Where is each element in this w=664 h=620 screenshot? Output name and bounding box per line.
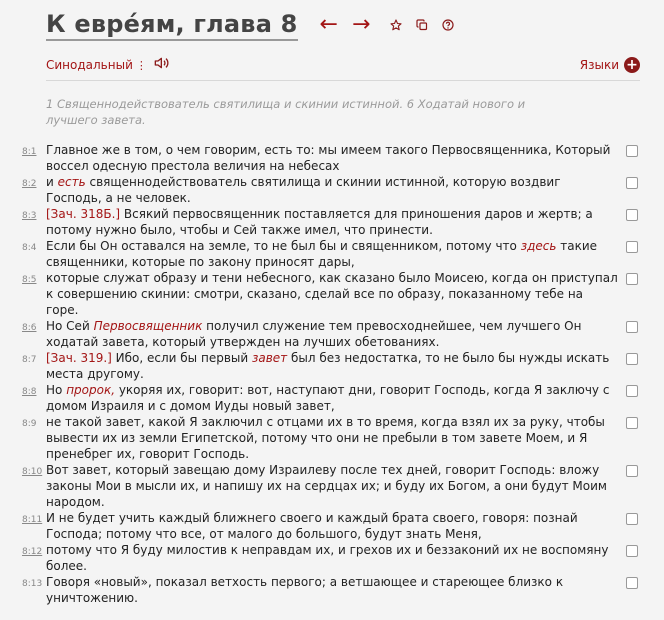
verse-checkbox[interactable] [626, 417, 638, 429]
languages-label: Языки [579, 58, 619, 72]
verse-checkbox[interactable] [626, 209, 638, 221]
verse-row [0, 142, 664, 174]
verse-text-segment: потому что Я буду милостив к неправдам их, и грехов их и беззаконий их не воспомяну более. [46, 543, 609, 573]
version-selector[interactable] [46, 58, 147, 72]
verse-text-segment: Но [46, 383, 67, 397]
verse-text [46, 382, 618, 414]
verse-checkbox[interactable] [626, 545, 638, 557]
verse-text [46, 542, 618, 574]
verse-highlight-word[interactable]: пророк, [66, 383, 116, 397]
verse-text-segment: получил служение тем превосходнейшее, чем лучшего Он ходатай завета, который утвержден на лучших обетованиях. [46, 319, 582, 349]
verse-text-segment: Если бы Он оставался на земле, то не был бы и священником, потому что [46, 239, 521, 253]
verse-text [46, 462, 618, 510]
verse-checkbox[interactable] [626, 385, 638, 397]
verse-row [0, 462, 664, 510]
help-icon[interactable] [442, 19, 454, 31]
version-label: Синодальный [46, 58, 133, 72]
verse-row [0, 270, 664, 318]
verse-number[interactable]: 8:11 [22, 515, 43, 525]
reading-reference: [Зач. 319.] [46, 351, 112, 365]
verse-number[interactable]: 8:13 [22, 579, 43, 589]
verse-checkbox[interactable] [626, 145, 638, 157]
verse-text-segment: И не будет учить каждый ближнего своего и каждый брата своего, говоря: познай Господа; потому что все, от малого до большого, будут знать Меня, [46, 511, 578, 541]
reading-reference: [Зач. 318Б.] [46, 207, 121, 221]
verse-row [0, 318, 664, 350]
verse-number[interactable]: 8:2 [22, 179, 37, 189]
verse-text [46, 510, 618, 542]
copy-icon[interactable] [416, 19, 428, 31]
verse-text [46, 270, 618, 318]
star-icon[interactable] [390, 19, 402, 31]
verse-number[interactable]: 8:10 [22, 467, 43, 477]
verse-text [46, 318, 618, 350]
verse-highlight-word[interactable]: есть [57, 175, 86, 189]
chapter-summary: 1 Священнодействователь святилища и скинии истинной. 6 Ходатай нового и лучшего завета. [46, 97, 526, 127]
verse-checkbox[interactable] [626, 513, 638, 525]
verse-text-segment: Но Сей [46, 319, 94, 333]
speaker-icon[interactable] [154, 56, 170, 73]
verse-number[interactable]: 8:8 [22, 387, 37, 397]
verse-row [0, 382, 664, 414]
verse-text-segment: Всякий первосвященник поставляется для приношения даров и жертв; а потому нужно было, чтобы и Сей также имел, что принести. [46, 207, 593, 237]
verse-number[interactable]: 8:3 [22, 211, 37, 221]
verse-checkbox[interactable] [626, 241, 638, 253]
divider [46, 80, 640, 81]
verse-text [46, 206, 618, 238]
verse-checkbox[interactable] [626, 577, 638, 589]
arrow-right-icon[interactable]: → [351, 12, 371, 37]
verse-checkbox[interactable] [626, 353, 638, 365]
verse-number[interactable]: 8:4 [22, 243, 37, 253]
verse-text [46, 414, 618, 462]
verse-text [46, 142, 618, 174]
verse-number[interactable]: 8:12 [22, 547, 43, 557]
verse-row [0, 510, 664, 542]
verse-highlight-word[interactable]: Первосвященник [93, 319, 203, 333]
verse-text-segment: укоряя их, говорит: вот, наступают дни, говорит Господь, когда Я заключу с домом Израиля и с домом Иуды новый завет, [46, 383, 610, 413]
verse-checkbox[interactable] [626, 321, 638, 333]
verse-checkbox[interactable] [626, 273, 638, 285]
verse-text [46, 238, 618, 270]
arrow-left-icon[interactable]: ← [319, 12, 338, 37]
verse-row [0, 174, 664, 206]
verse-text-segment: Говоря «новый», показал ветхость первого; а ветшающее и стареющее близко к уничтожению. [46, 575, 564, 605]
verse-checkbox[interactable] [626, 177, 638, 189]
verse-highlight-word[interactable]: завет [251, 351, 288, 365]
verse-row [0, 350, 664, 382]
verse-list [0, 142, 664, 606]
plus-icon: + [624, 57, 640, 73]
verse-number[interactable]: 8:6 [22, 323, 37, 333]
verse-text-segment: такие священники, которые по закону приносят дары, [46, 239, 598, 269]
toolbar [46, 56, 640, 76]
verse-row [0, 542, 664, 574]
verse-text-segment: не такой завет, какой Я заключил с отцами их в то время, когда взял их за руку, чтобы вывести их из земли Египетской, потому что они не пребыли в том завете Моем, и Я пренебрег их, говорит Господь. [46, 415, 605, 461]
verse-text-segment: Ибо, если бы первый [111, 351, 252, 365]
verse-text [46, 174, 618, 206]
verse-text-segment: которые служат образу и тени небесного, как сказано было Моисею, когда он приступал к совершению скинии: смотри, сказано, сделай все по образу, показанному тебе на горе. [46, 271, 618, 317]
verse-number[interactable]: 8:9 [22, 419, 37, 429]
verse-text [46, 350, 618, 382]
verse-row [0, 414, 664, 462]
verse-text [46, 574, 618, 606]
verse-highlight-word[interactable]: здесь [520, 239, 557, 253]
verse-number[interactable]: 8:1 [22, 147, 37, 157]
verse-text-segment: священнодействователь святилища и скинии истинной, которую воздвиг Господь, а не человек. [46, 175, 561, 205]
verse-text-segment: Вот завет, который завещаю дому Израилеву после тех дней, говорит Господь: вложу законы Мои в мысли их, и напишу их на сердцах их; и буду их Богом, а они будут Моим народом. [46, 463, 607, 509]
verse-text-segment: и [46, 175, 58, 189]
verse-row [0, 238, 664, 270]
verse-text-segment: был без недостатка, то не было бы нужды искать места другому. [46, 351, 610, 381]
page-title: К евре́ям, глава 8 [46, 10, 298, 41]
verse-number[interactable]: 8:5 [22, 275, 37, 285]
languages-button[interactable] [580, 57, 640, 73]
more-vertical-icon: ⋮ [135, 59, 147, 72]
verse-number[interactable]: 8:7 [22, 355, 37, 365]
verse-row [0, 574, 664, 606]
chapter-header [46, 8, 454, 42]
verse-row [0, 206, 664, 238]
verse-checkbox[interactable] [626, 465, 638, 477]
verse-text-segment: Главное же в том, о чем говорим, есть то: мы имеем такого Первосвященника, Который воссел одесную престола величия на небесах [46, 143, 611, 173]
